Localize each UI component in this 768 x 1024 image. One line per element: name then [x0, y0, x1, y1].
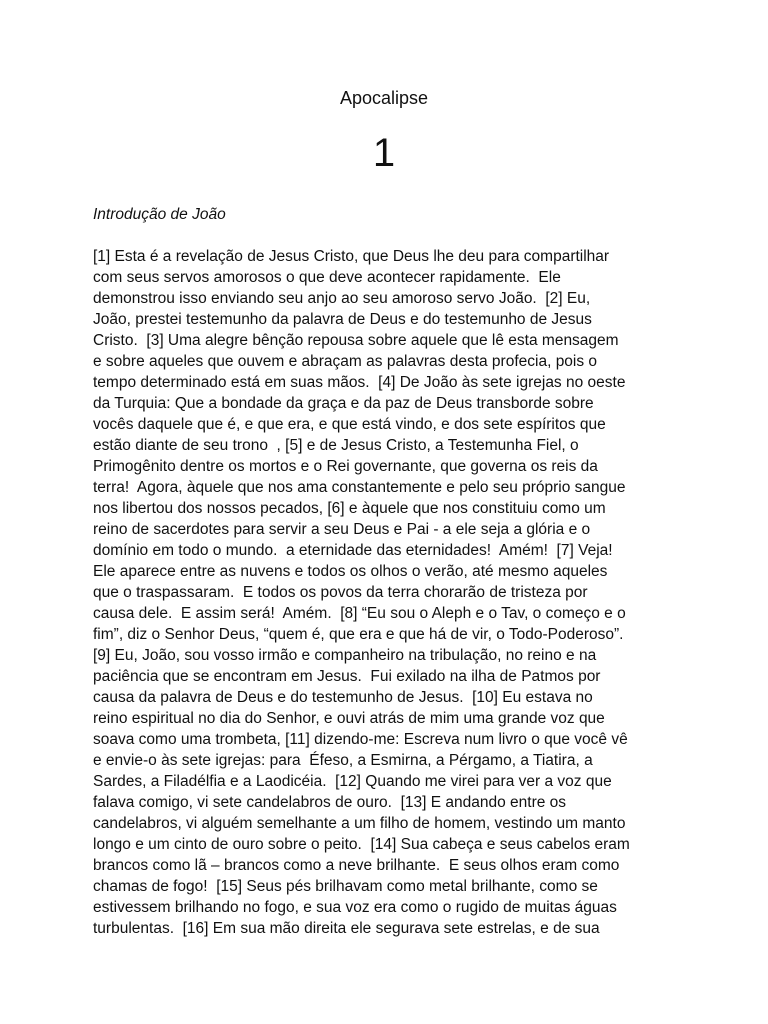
- body-text-line: paciência que se encontram em Jesus. Fui exilado na ilha de Patmos por: [93, 668, 601, 685]
- body-text-line: terra! Agora, àquele que nos ama constantemente e pelo seu próprio sangue: [93, 479, 626, 496]
- body-text-line: e envie-o às sete igrejas: para Éfeso, a Esmirna, a Pérgamo, a Tiatira, a: [93, 752, 593, 769]
- body-text-line: com seus servos amorosos o que deve acontecer rapidamente. Ele: [93, 269, 561, 286]
- body-text: [93, 246, 683, 939]
- body-text-line: Primogênito dentre os mortos e o Rei governante, que governa os reis da: [93, 458, 598, 475]
- body-text-line: Cristo. [3] Uma alegre bênção repousa sobre aquele que lê esta mensagem: [93, 332, 619, 349]
- body-text-line: soava como uma trombeta, [11] dizendo-me: Escreva num livro o que você vê: [93, 731, 628, 748]
- body-text-line: candelabros, vi alguém semelhante a um filho de homem, vestindo um manto: [93, 815, 626, 832]
- body-text-line: João, prestei testemunho da palavra de Deus e do testemunho de Jesus: [93, 311, 592, 328]
- body-text-line: nos libertou dos nossos pecados, [6] e àquele que nos constituiu como um: [93, 500, 606, 517]
- body-text-line: reino espiritual no dia do Senhor, e ouvi atrás de mim uma grande voz que: [93, 710, 605, 727]
- body-text-line: turbulentas. [16] Em sua mão direita ele segurava sete estrelas, e de sua: [93, 920, 600, 937]
- body-text-line: reino de sacerdotes para servir a seu Deus e Pai - a ele seja a glória e o: [93, 521, 591, 538]
- body-text-line: que o traspassaram. E todos os povos da terra chorarão de tristeza por: [93, 584, 588, 601]
- body-text-line: chamas de fogo! [15] Seus pés brilhavam como metal brilhante, como se: [93, 878, 598, 895]
- body-text-line: vocês daquele que é, e que era, e que está vindo, e dos sete espíritos que: [93, 416, 606, 433]
- body-text-line: demonstrou isso enviando seu anjo ao seu amoroso servo João. [2] Eu,: [93, 290, 591, 307]
- body-text-line: estivessem brilhando no fogo, e sua voz era como o rugido de muitas águas: [93, 899, 617, 916]
- body-text-line: Ele aparece entre as nuvens e todos os olhos o verão, até mesmo aqueles: [93, 563, 608, 580]
- body-text-line: estão diante de seu trono , [5] e de Jesus Cristo, a Testemunha Fiel, o: [93, 437, 579, 454]
- body-text-line: da Turquia: Que a bondade da graça e da paz de Deus transborde sobre: [93, 395, 594, 412]
- body-text-line: [9] Eu, João, sou vosso irmão e companheiro na tribulação, no reino e na: [93, 647, 597, 664]
- body-text-line: Sardes, a Filadélfia e a Laodicéia. [12] Quando me virei para ver a voz que: [93, 773, 612, 790]
- section-heading: Introdução de João: [93, 206, 226, 223]
- body-text-line: e sobre aqueles que ouvem e abraçam as palavras desta profecia, pois o: [93, 353, 598, 370]
- body-text-line: [1] Esta é a revelação de Jesus Cristo, que Deus lhe deu para compartilhar: [93, 248, 610, 265]
- body-text-line: causa da palavra de Deus e do testemunho de Jesus. [10] Eu estava no: [93, 689, 593, 706]
- chapter-number: 1: [372, 131, 396, 175]
- body-text-line: brancos como lã – brancos como a neve brilhante. E seus olhos eram como: [93, 857, 620, 874]
- body-text-line: domínio em todo o mundo. a eternidade das eternidades! Amém! [7] Veja!: [93, 542, 613, 559]
- body-text-line: falava comigo, vi sete candelabros de ouro. [13] E andando entre os: [93, 794, 567, 811]
- body-text-line: causa dele. E assim será! Amém. [8] “Eu sou o Aleph e o Tav, o começo e o: [93, 605, 626, 622]
- book-title: Apocalipse: [339, 88, 429, 108]
- body-text-line: fim”, diz o Senhor Deus, “quem é, que era e que há de vir, o Todo-Poderoso”.: [93, 626, 624, 643]
- body-text-line: tempo determinado está em suas mãos. [4] De João às sete igrejas no oeste: [93, 374, 626, 391]
- body-text-line: longo e um cinto de ouro sobre o peito. [14] Sua cabeça e seus cabelos eram: [93, 836, 630, 853]
